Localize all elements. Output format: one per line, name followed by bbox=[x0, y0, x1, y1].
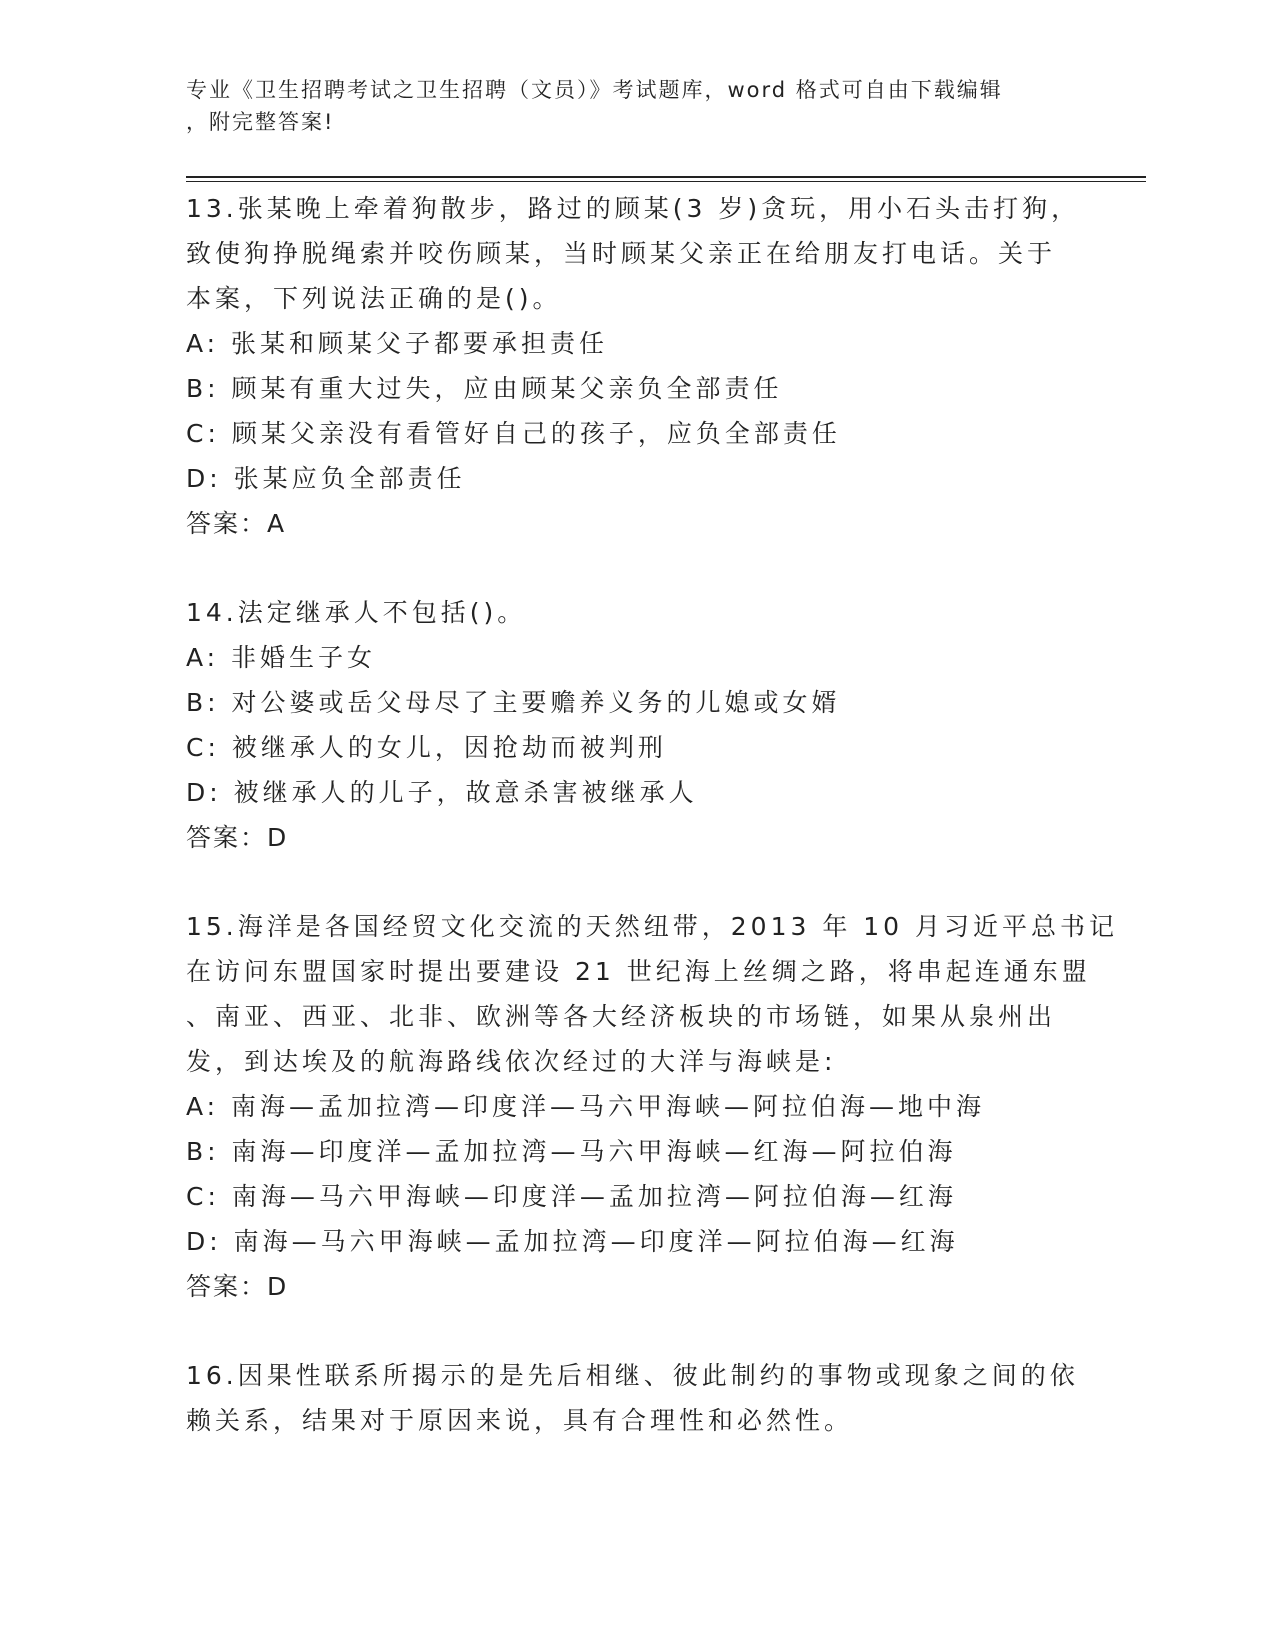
option-a: A: 张某和顾某父子都要承担责任 bbox=[186, 329, 609, 358]
answer-label: 答案：D bbox=[186, 823, 289, 852]
question-text: 赖关系，结果对于原因来说，具有合理性和必然性。 bbox=[186, 1406, 854, 1435]
spacer bbox=[186, 860, 1086, 904]
header-line-1: 专业《卫生招聘考试之卫生招聘（文员）》考试题库，word 格式可自由下载编辑 bbox=[186, 78, 1003, 102]
spacer bbox=[186, 546, 1086, 590]
option-b: B: 南海—印度洋—孟加拉湾—马六甲海峡—红海—阿拉伯海 bbox=[186, 1137, 957, 1166]
question-16 bbox=[186, 1353, 1086, 1443]
option-c: C: 南海—马六甲海峡—印度洋—孟加拉湾—阿拉伯海—红海 bbox=[186, 1182, 957, 1211]
document-header bbox=[186, 74, 1066, 138]
answer-label: 答案：A bbox=[186, 509, 287, 538]
option-b: B: 顾某有重大过失，应由顾某父亲负全部责任 bbox=[186, 374, 783, 403]
option-c: C: 被继承人的女儿，因抢劫而被判刑 bbox=[186, 733, 667, 762]
option-a: A: 南海—孟加拉湾—印度洋—马六甲海峡—阿拉伯海—地中海 bbox=[186, 1092, 986, 1121]
option-b: B: 对公婆或岳父母尽了主要赡养义务的儿媳或女婿 bbox=[186, 688, 841, 717]
answer-label: 答案：D bbox=[186, 1272, 289, 1301]
option-c: C: 顾某父亲没有看管好自己的孩子，应负全部责任 bbox=[186, 419, 841, 448]
option-d: D: 被继承人的儿子，故意杀害被继承人 bbox=[186, 778, 698, 807]
question-text: 、南亚、西亚、北非、欧洲等各大经济板块的市场链，如果从泉州出 bbox=[186, 1002, 1057, 1031]
question-text: 在访问东盟国家时提出要建设 21 世纪海上丝绸之路，将串起连通东盟 bbox=[186, 957, 1091, 986]
question-13 bbox=[186, 186, 1086, 546]
question-14 bbox=[186, 590, 1086, 860]
header-divider-thick bbox=[186, 176, 1146, 178]
header-line-2: ，附完整答案! bbox=[186, 110, 335, 134]
question-text: 13.张某晚上牵着狗散步，路过的顾某(3 岁)贪玩，用小石头击打狗， bbox=[186, 194, 1081, 223]
spacer bbox=[186, 1309, 1086, 1353]
option-d: D: 南海—马六甲海峡—孟加拉湾—印度洋—阿拉伯海—红海 bbox=[186, 1227, 959, 1256]
question-text: 16.因果性联系所揭示的是先后相继、彼此制约的事物或现象之间的依 bbox=[186, 1361, 1079, 1390]
question-text: 本案，下列说法正确的是()。 bbox=[186, 284, 562, 313]
option-d: D: 张某应负全部责任 bbox=[186, 464, 466, 493]
question-15 bbox=[186, 904, 1119, 1309]
question-text: 致使狗挣脱绳索并咬伤顾某，当时顾某父亲正在给朋友打电话。关于 bbox=[186, 239, 1057, 268]
question-text: 发，到达埃及的航海路线依次经过的大洋与海峡是: bbox=[186, 1047, 837, 1076]
question-text: 14.法定继承人不包括()。 bbox=[186, 598, 527, 627]
question-text: 15.海洋是各国经贸文化交流的天然纽带，2013 年 10 月习近平总书记 bbox=[186, 912, 1119, 941]
question-list bbox=[186, 186, 1119, 1443]
header-divider-thin bbox=[186, 181, 1146, 182]
option-a: A: 非婚生子女 bbox=[186, 643, 377, 672]
